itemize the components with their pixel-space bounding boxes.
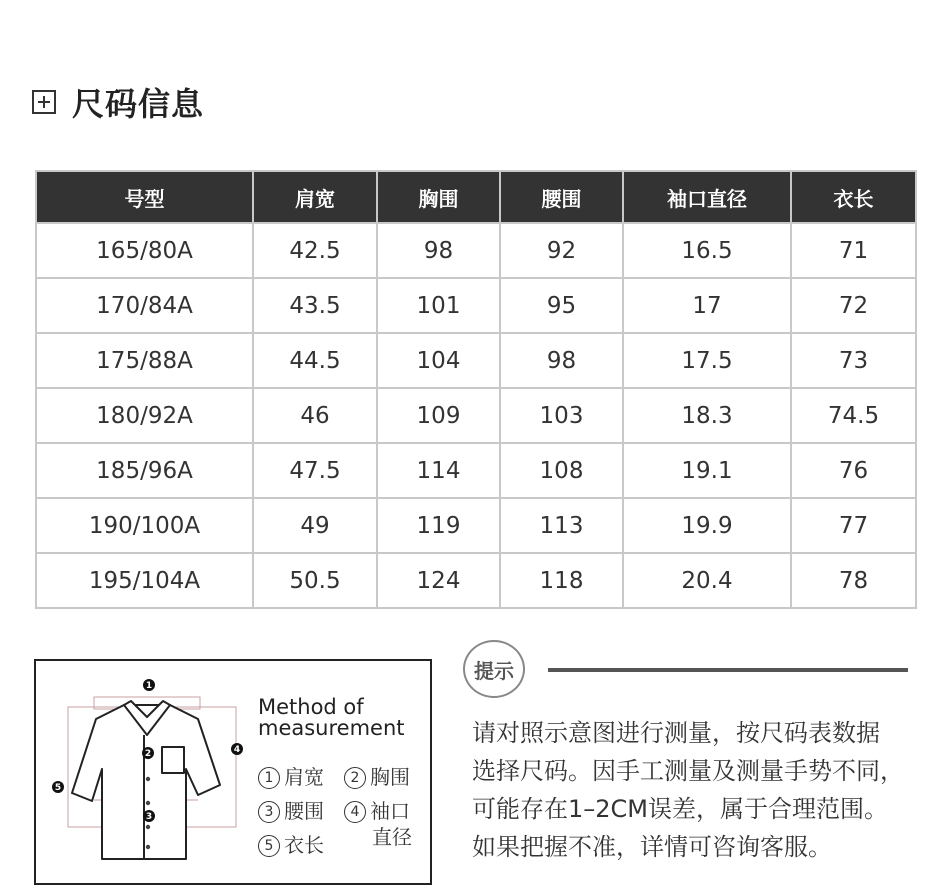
cell-shoulder: 43.5 (253, 278, 377, 333)
marker-1: 1 (145, 681, 153, 691)
cell-cuff: 20.4 (623, 553, 791, 608)
section-title: 尺码信息 (72, 85, 205, 123)
cell-waist: 92 (500, 223, 623, 278)
tip-line: 选择尺码。因手工测量及测量手势不同， (472, 757, 904, 785)
cell-shoulder: 50.5 (253, 553, 377, 608)
cell-length: 76 (791, 443, 916, 498)
header-waist: 腰围 (500, 171, 623, 223)
cell-shoulder: 46 (253, 388, 377, 443)
legend-item-chest (344, 761, 410, 790)
tip-badge: 提示 (463, 640, 525, 698)
cell-length: 72 (791, 278, 916, 333)
cell-size: 195/104A (36, 553, 253, 608)
cell-waist: 95 (500, 278, 623, 333)
cell-cuff: 18.3 (623, 388, 791, 443)
cell-waist: 118 (500, 553, 623, 608)
marker-2: 2 (144, 749, 152, 759)
legend-label: 胸围 (370, 765, 410, 789)
cell-chest: 119 (377, 498, 500, 553)
cell-chest: 109 (377, 388, 500, 443)
legend-item-cuff (344, 795, 410, 824)
cell-size: 190/100A (36, 498, 253, 553)
method-title-line1: Method of (258, 695, 364, 719)
cell-cuff: 19.1 (623, 443, 791, 498)
cell-shoulder: 44.5 (253, 333, 377, 388)
tip-line: 如果把握不准，详情可咨询客服。 (472, 833, 832, 861)
legend-label: 袖口 (370, 799, 410, 823)
tip-line: 可能存在1–2CM误差，属于合理范围。 (472, 795, 889, 823)
tip-divider (548, 668, 908, 672)
method-title (258, 697, 428, 739)
legend-item-length (258, 829, 324, 858)
legend-num: 2 (344, 767, 366, 789)
cell-waist: 113 (500, 498, 623, 553)
cell-waist: 103 (500, 388, 623, 443)
legend-num: 3 (258, 801, 280, 823)
cell-waist: 108 (500, 443, 623, 498)
table-row (36, 388, 916, 443)
marker-5: 5 (54, 783, 62, 793)
table-row (36, 498, 916, 553)
cell-cuff: 19.9 (623, 498, 791, 553)
table-row (36, 443, 916, 498)
cell-shoulder: 49 (253, 498, 377, 553)
cell-size: 185/96A (36, 443, 253, 498)
legend-num: 1 (258, 767, 280, 789)
expand-plus-icon[interactable] (32, 90, 56, 114)
legend-num: 4 (344, 801, 366, 823)
cell-length: 78 (791, 553, 916, 608)
cell-shoulder: 42.5 (253, 223, 377, 278)
cell-length: 74.5 (791, 388, 916, 443)
cell-chest: 98 (377, 223, 500, 278)
legend-item-waist (258, 795, 324, 824)
cell-shoulder: 47.5 (253, 443, 377, 498)
header-size: 号型 (36, 171, 253, 223)
cell-chest: 101 (377, 278, 500, 333)
cell-size: 165/80A (36, 223, 253, 278)
tip-text (472, 714, 932, 866)
header-length: 衣长 (791, 171, 916, 223)
table-row (36, 333, 916, 388)
cell-length: 73 (791, 333, 916, 388)
cell-cuff: 17 (623, 278, 791, 333)
legend-item-cuff-line2: 直径 (372, 825, 412, 849)
cell-length: 77 (791, 498, 916, 553)
legend-item-shoulder (258, 761, 324, 790)
tip-line: 请对照示意图进行测量，按尺码表数据 (472, 719, 880, 747)
measurement-diagram (34, 659, 432, 885)
legend-label: 衣长 (284, 833, 324, 857)
cell-waist: 98 (500, 333, 623, 388)
header-cuff: 袖口直径 (623, 171, 791, 223)
legend-num: 5 (258, 835, 280, 857)
header-chest: 胸围 (377, 171, 500, 223)
table-header-row (36, 171, 916, 223)
size-table (35, 170, 917, 609)
legend-label: 肩宽 (284, 765, 324, 789)
table-row (36, 223, 916, 278)
marker-3: 3 (145, 812, 153, 822)
method-title-line2: measurement (258, 716, 405, 740)
cell-chest: 124 (377, 553, 500, 608)
cell-size: 170/84A (36, 278, 253, 333)
cell-chest: 114 (377, 443, 500, 498)
header-shoulder: 肩宽 (253, 171, 377, 223)
legend-label: 腰围 (284, 799, 324, 823)
section-header (32, 82, 204, 122)
cell-length: 71 (791, 223, 916, 278)
cell-cuff: 16.5 (623, 223, 791, 278)
marker-4: 4 (233, 745, 241, 755)
cell-size: 180/92A (36, 388, 253, 443)
cell-cuff: 17.5 (623, 333, 791, 388)
table-row (36, 278, 916, 333)
cell-size: 175/88A (36, 333, 253, 388)
cell-chest: 104 (377, 333, 500, 388)
table-row (36, 553, 916, 608)
